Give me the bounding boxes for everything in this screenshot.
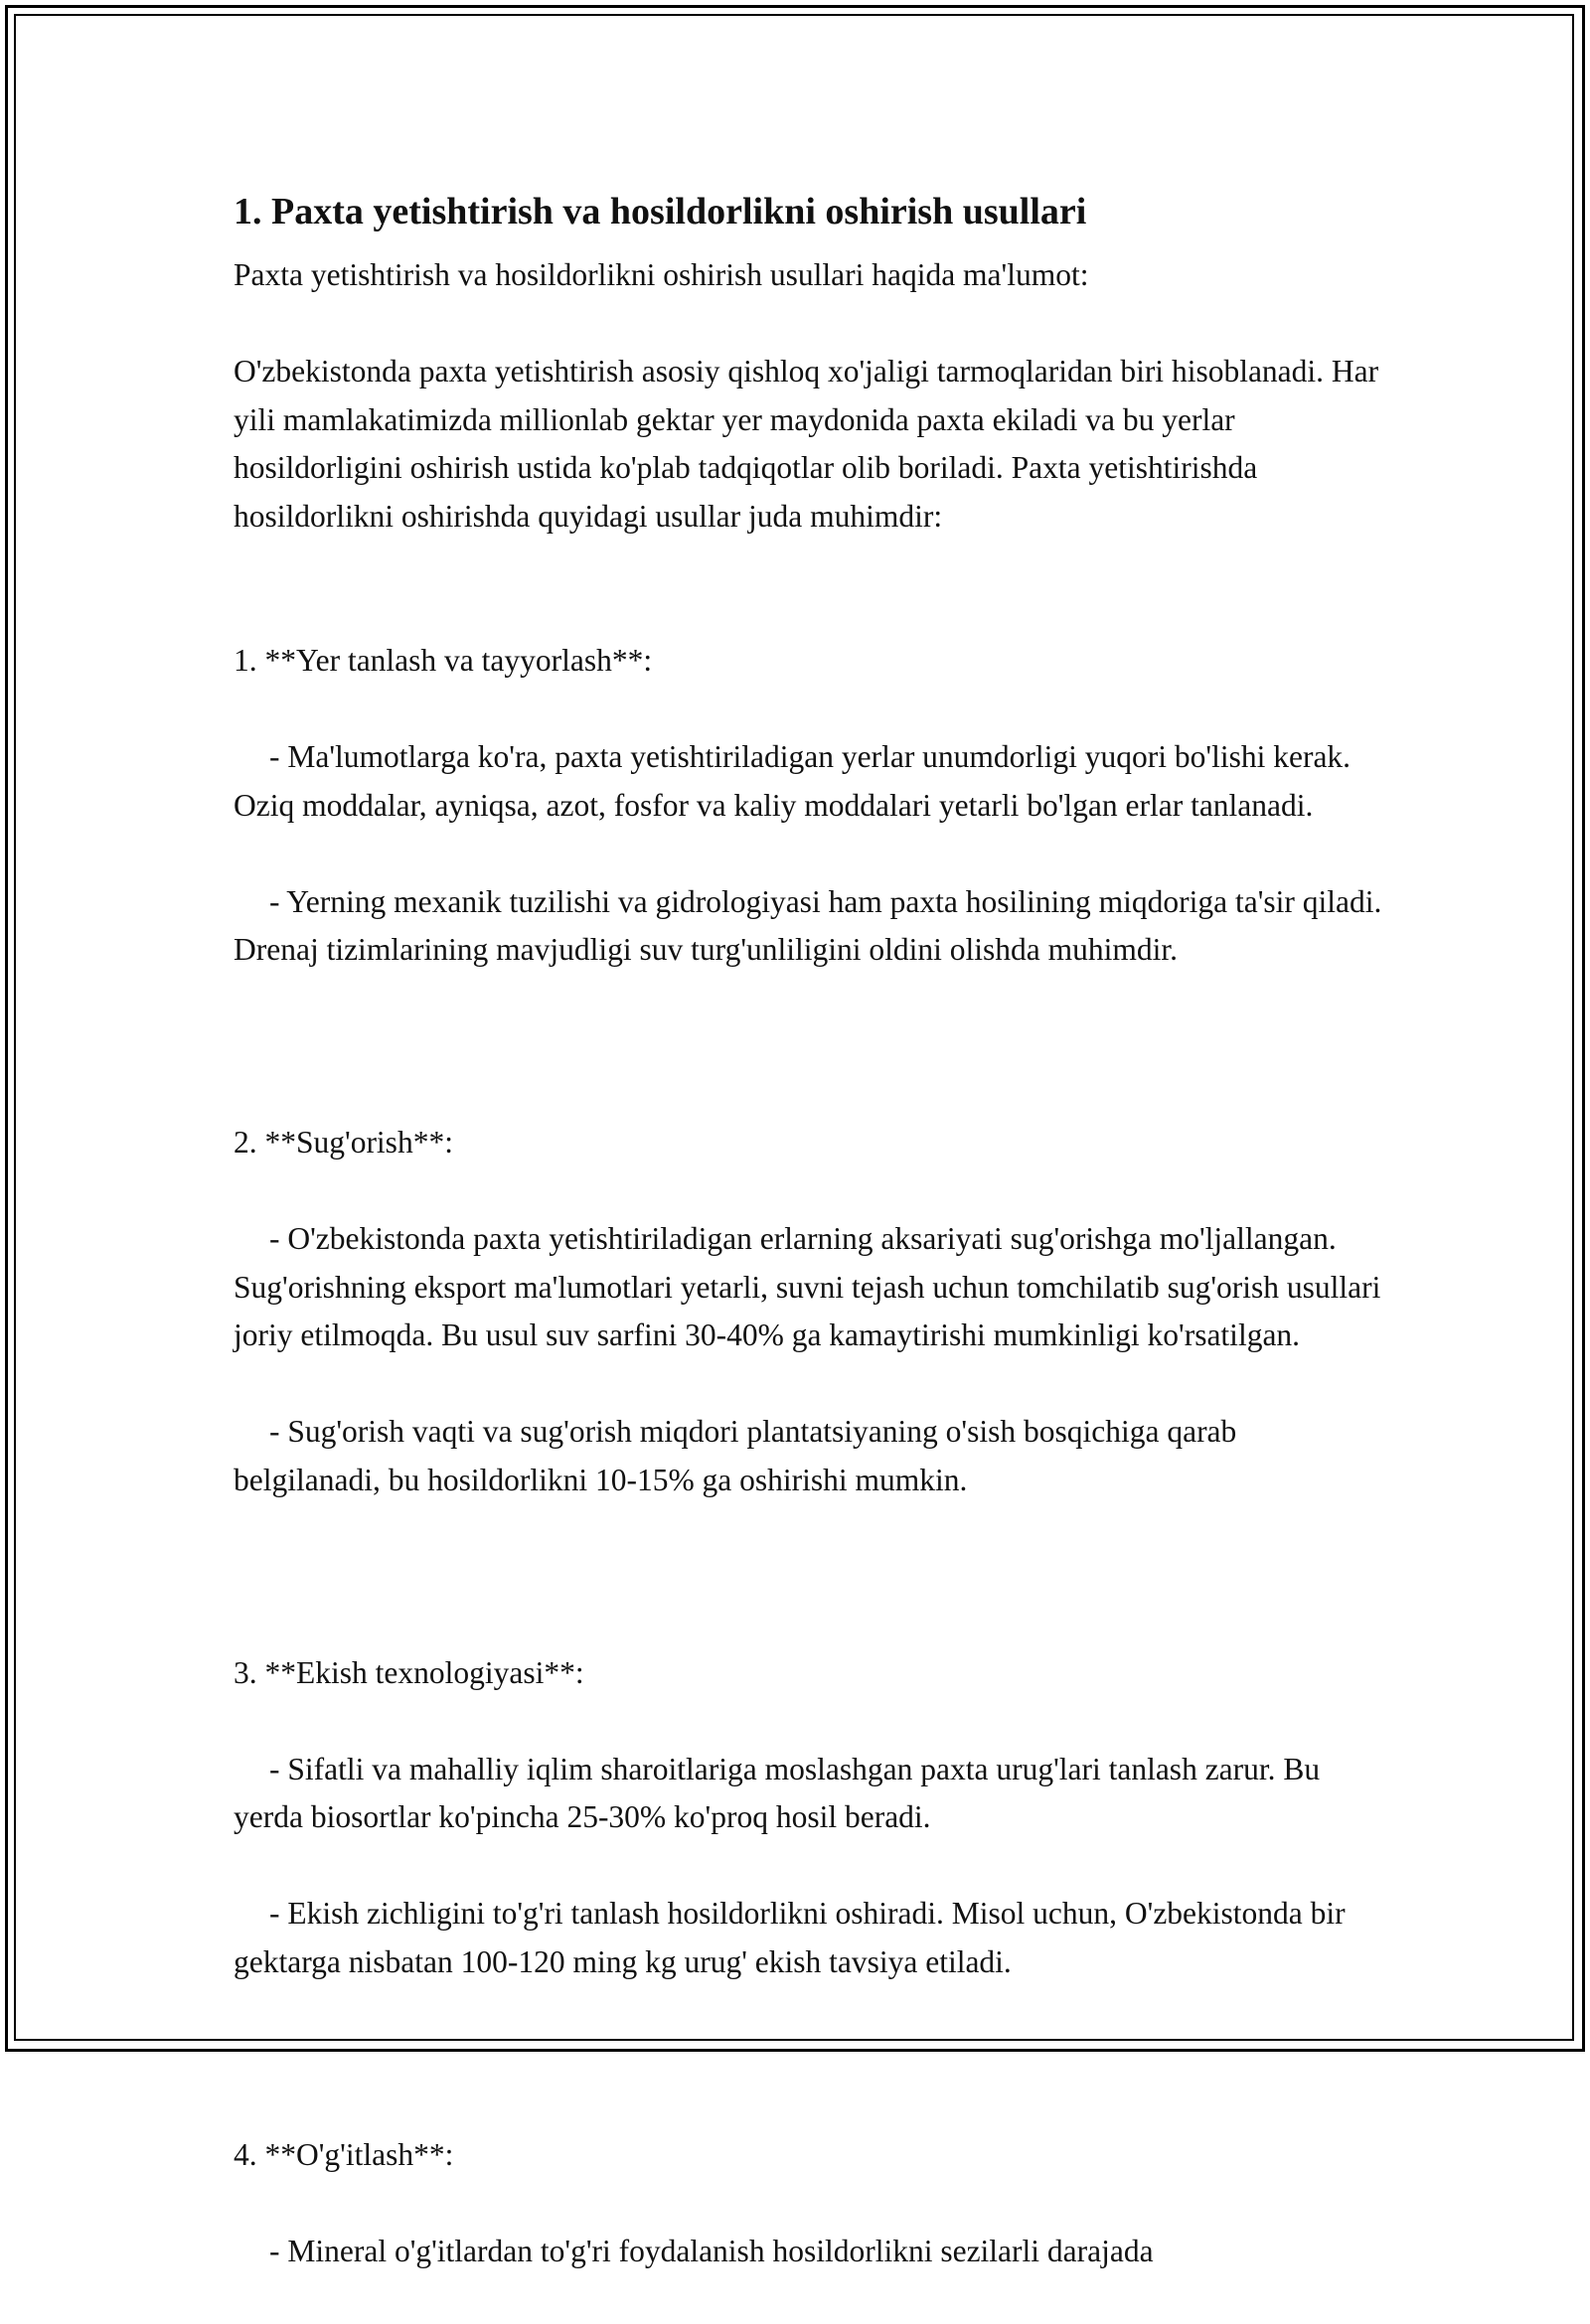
bullet-item: - Mineral o'g'itlardan to'g'ri foydalanish hosildorlikni sezilarli darajada [269,2233,1154,2268]
bullet-item: - Ekish zichligini to'g'ri tanlash hosildorlikni oshiradi. Misol uchun, O'zbekistonda bir gektarga nisbatan 100-120 ming kg urug' ekish tavsiya etiladi. [234,1896,1346,1979]
section-3 [234,1601,1386,2035]
section-heading: 1. **Yer tanlash va tayyorlash**: [234,643,653,678]
section-4 [234,2083,1386,2324]
bullet-item: - Sug'orish vaqti va sug'orish miqdori plantatsiyaning o'sish bosqichiga qarab belgilanadi, bu hosildorlikni 10-15% ga oshirishi mumkin. [234,1414,1237,1497]
bullet-item: - O'zbekistonda paxta yetishtiriladigan erlarning aksariyati sug'orishga mo'ljallangan. Sug'orishning eksport ma'lumotlari yetarli, suvni tejash uchun tomchilatib sug'orish usullari joriy etilmoqda. Bu usul suv sarfini 30-40% ga kamaytirishi mumkinligi ko'rsatilgan. [234,1221,1381,1352]
section-2 [234,1071,1386,1553]
section-heading: 3. **Ekish texnologiyasi**: [234,1654,584,1690]
intro-line: Paxta yetishtirish va hosildorlikni oshirish usullari haqida ma'lumot: [234,257,1089,292]
spacer [234,300,1386,349]
spacer [234,1022,1386,1071]
section-heading: 4. **O'g'itlash**: [234,2136,454,2172]
bullet-item: - Sifatli va mahalliy iqlim sharoitlariga moslashgan paxta urug'lari tanlash zarur. Bu yerda biosortlar ko'pincha 25-30% ko'proq hosil beradi. [234,1751,1321,1834]
document-title: 1. Paxta yetishtirish va hosildorlikni oshirish usullari [234,191,1087,232]
bullet-item: - Ma'lumotlarga ko'ra, paxta yetishtiriladigan yerlar unumdorligi yuqori bo'lishi kerak. Oziq moddalar, ayniqsa, azot, fosfor va kaliy moddalari yetarli bo'lgan erlar tanlanadi. [234,739,1352,823]
spacer [234,541,1386,589]
spacer [234,1553,1386,1602]
section-heading: 2. **Sug'orish**: [234,1125,453,1160]
bullet-item: - Yerning mexanik tuzilishi va gidrologiyasi ham paxta hosilining miqdoriga ta'sir qiladi. Drenaj tizimlarining mavjudligi suv turg'unliligini oldini olishda muhimdir. [234,883,1382,967]
section-1 [234,589,1386,1023]
intro-paragraph: O'zbekistonda paxta yetishtirish asosiy qishloq xo'jaligi tarmoqlaridan biri hisoblanadi. Har yili mamlakatimizda millionlab gektar yer maydonida paxta ekiladi va bu yerlar hosildorligini oshirish ustida ko'plab tadqiqotlar olib boriladi. Paxta yetishtirishda hosildorlikni oshirishda quyidagi usullar juda muhimdir: [234,354,1379,534]
document-body [234,184,1386,2324]
spacer [234,2035,1386,2084]
